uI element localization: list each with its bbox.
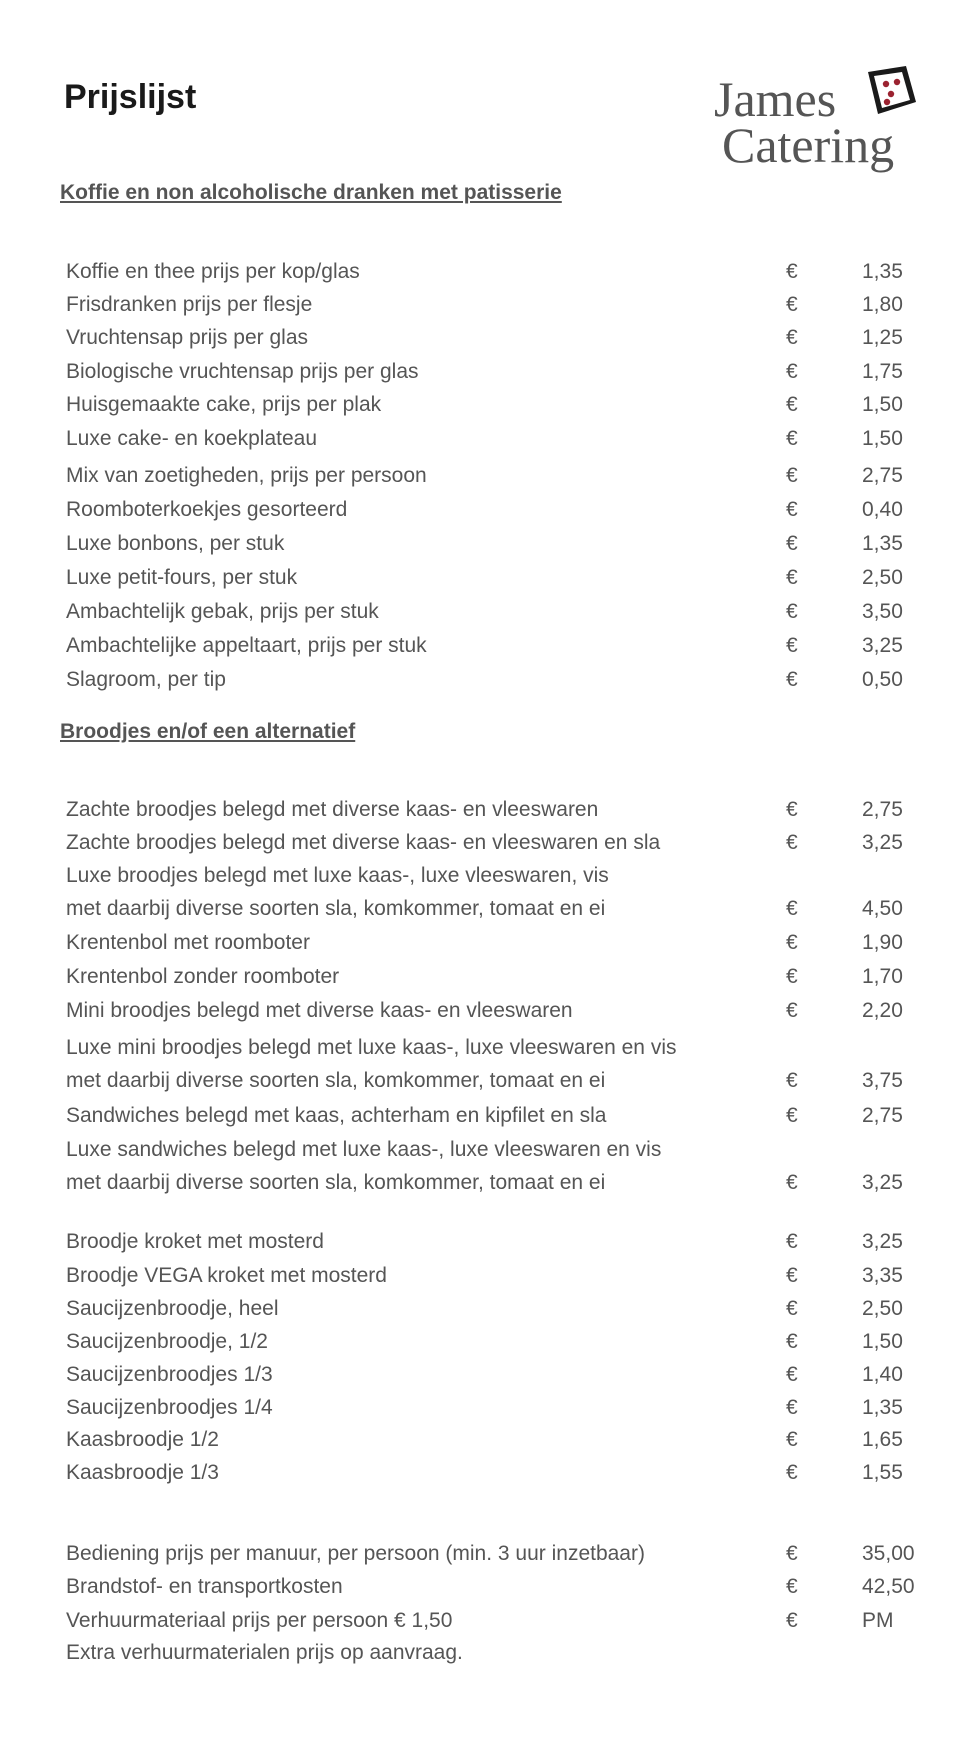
currency-symbol: € bbox=[786, 427, 798, 450]
item-price: 3,50 bbox=[862, 600, 903, 623]
item-label: Bediening prijs per manuur, per persoon (min. 3 uur inzetbaar) bbox=[66, 1542, 645, 1565]
item-label-line2: met daarbij diverse soorten sla, komkommer, tomaat en ei bbox=[66, 1069, 606, 1092]
item-price: 0,50 bbox=[862, 668, 903, 691]
item-price: 1,90 bbox=[862, 931, 903, 954]
price-row bbox=[66, 931, 926, 961]
item-price: 1,50 bbox=[862, 393, 903, 416]
item-label: Kaasbroodje 1/2 bbox=[66, 1428, 219, 1451]
price-row bbox=[66, 1036, 926, 1100]
item-label: Zachte broodjes belegd met diverse kaas- en vleeswaren bbox=[66, 798, 599, 821]
currency-symbol: € bbox=[786, 1230, 798, 1253]
price-row bbox=[66, 999, 926, 1029]
item-label: Luxe mini broodjes belegd met luxe kaas-, luxe vleeswaren en vis bbox=[66, 1036, 677, 1059]
price-row bbox=[66, 498, 926, 528]
currency-symbol: € bbox=[786, 1264, 798, 1287]
currency-symbol: € bbox=[786, 1396, 798, 1419]
item-price: 42,50 bbox=[862, 1575, 915, 1598]
item-price: 1,55 bbox=[862, 1461, 903, 1484]
price-row bbox=[66, 532, 926, 562]
price-row bbox=[66, 1230, 926, 1260]
item-label: Mix van zoetigheden, prijs per persoon bbox=[66, 464, 427, 487]
price-row bbox=[66, 1542, 926, 1572]
item-price: 2,20 bbox=[862, 999, 903, 1022]
currency-symbol: € bbox=[786, 1104, 798, 1127]
currency-symbol: € bbox=[786, 1171, 798, 1194]
currency-symbol: € bbox=[786, 831, 798, 854]
item-price: 1,80 bbox=[862, 293, 903, 316]
currency-symbol: € bbox=[786, 931, 798, 954]
price-row bbox=[66, 864, 926, 928]
price-row bbox=[66, 393, 926, 423]
price-row bbox=[66, 1138, 926, 1202]
currency-symbol: € bbox=[786, 1297, 798, 1320]
price-row bbox=[66, 668, 926, 698]
currency-symbol: € bbox=[786, 532, 798, 555]
currency-symbol: € bbox=[786, 999, 798, 1022]
item-label: Brandstof- en transportkosten bbox=[66, 1575, 343, 1598]
currency-symbol: € bbox=[786, 1575, 798, 1598]
currency-symbol: € bbox=[786, 293, 798, 316]
price-row bbox=[66, 600, 926, 630]
price-row bbox=[66, 634, 926, 664]
currency-symbol: € bbox=[786, 965, 798, 988]
item-label: Saucijzenbroodje, heel bbox=[66, 1297, 279, 1320]
currency-symbol: € bbox=[786, 1428, 798, 1451]
price-row bbox=[66, 798, 926, 828]
currency-symbol: € bbox=[786, 260, 798, 283]
price-row bbox=[66, 1104, 926, 1134]
item-price: 3,75 bbox=[862, 1069, 903, 1092]
currency-symbol: € bbox=[786, 498, 798, 521]
item-label: Broodje kroket met mosterd bbox=[66, 1230, 324, 1253]
price-row bbox=[66, 1428, 926, 1458]
currency-symbol: € bbox=[786, 1330, 798, 1353]
item-price: 2,75 bbox=[862, 464, 903, 487]
item-price: 4,50 bbox=[862, 897, 903, 920]
item-price: 1,35 bbox=[862, 260, 903, 283]
price-row bbox=[66, 427, 926, 457]
item-price: 1,70 bbox=[862, 965, 903, 988]
item-label: Biologische vruchtensap prijs per glas bbox=[66, 360, 419, 383]
section-heading-drinks: Koffie en non alcoholische dranken met patisserie bbox=[60, 181, 562, 204]
currency-symbol: € bbox=[786, 464, 798, 487]
item-price: 1,50 bbox=[862, 427, 903, 450]
item-price: 3,25 bbox=[862, 1171, 903, 1194]
currency-symbol: € bbox=[786, 1363, 798, 1386]
price-row bbox=[66, 1609, 926, 1639]
logo-line-james: James bbox=[714, 71, 837, 127]
price-row bbox=[66, 326, 926, 356]
price-row bbox=[66, 831, 926, 861]
currency-symbol: € bbox=[786, 393, 798, 416]
item-label: Vruchtensap prijs per glas bbox=[66, 326, 309, 349]
currency-symbol: € bbox=[786, 600, 798, 623]
currency-symbol: € bbox=[786, 897, 798, 920]
item-label: Sandwiches belegd met kaas, achterham en kipfilet en sla bbox=[66, 1104, 607, 1127]
item-price: 2,50 bbox=[862, 566, 903, 589]
item-label: Luxe bonbons, per stuk bbox=[66, 532, 285, 555]
price-row bbox=[66, 1396, 926, 1426]
currency-symbol: € bbox=[786, 1069, 798, 1092]
item-label: Verhuurmateriaal prijs per persoon € 1,50 bbox=[66, 1609, 453, 1632]
price-row bbox=[66, 1297, 926, 1327]
item-label: Kaasbroodje 1/3 bbox=[66, 1461, 219, 1484]
page-title: Prijslijst bbox=[64, 78, 197, 116]
logo-dice-icon bbox=[860, 62, 920, 122]
currency-symbol: € bbox=[786, 798, 798, 821]
item-label: Luxe sandwiches belegd met luxe kaas-, luxe vleeswaren en vis bbox=[66, 1138, 662, 1161]
item-price: 2,75 bbox=[862, 1104, 903, 1127]
item-label: Roomboterkoekjes gesorteerd bbox=[66, 498, 348, 521]
item-price: 1,35 bbox=[862, 532, 903, 555]
james-catering-logo bbox=[710, 60, 925, 180]
item-label: Huisgemaakte cake, prijs per plak bbox=[66, 393, 382, 416]
item-price: 1,50 bbox=[862, 1330, 903, 1353]
item-price: 3,25 bbox=[862, 1230, 903, 1253]
item-price: 3,35 bbox=[862, 1264, 903, 1287]
item-label: Ambachtelijk gebak, prijs per stuk bbox=[66, 600, 379, 623]
item-label: Saucijzenbroodjes 1/4 bbox=[66, 1396, 273, 1419]
item-price: 1,65 bbox=[862, 1428, 903, 1451]
item-price: 3,25 bbox=[862, 634, 903, 657]
item-label: Ambachtelijke appeltaart, prijs per stuk bbox=[66, 634, 427, 657]
logo-line-catering: Catering bbox=[722, 117, 895, 173]
price-row bbox=[66, 566, 926, 596]
price-row bbox=[66, 1461, 926, 1491]
price-row bbox=[66, 464, 926, 494]
item-label: Saucijzenbroodjes 1/3 bbox=[66, 1363, 273, 1386]
price-row bbox=[66, 1575, 926, 1605]
item-label: Luxe broodjes belegd met luxe kaas-, luxe vleeswaren, vis bbox=[66, 864, 609, 887]
item-price: 1,25 bbox=[862, 326, 903, 349]
item-label: Zachte broodjes belegd met diverse kaas- en vleeswaren en sla bbox=[66, 831, 661, 854]
item-label: Luxe cake- en koekplateau bbox=[66, 427, 318, 450]
item-price: 1,75 bbox=[862, 360, 903, 383]
currency-symbol: € bbox=[786, 1542, 798, 1565]
price-row bbox=[66, 260, 926, 290]
price-row bbox=[66, 1264, 926, 1294]
section-heading-sandwiches: Broodjes en/of een alternatief bbox=[60, 720, 356, 743]
item-price: 0,40 bbox=[862, 498, 903, 521]
item-price: 2,50 bbox=[862, 1297, 903, 1320]
item-label: Broodje VEGA kroket met mosterd bbox=[66, 1264, 387, 1287]
price-row bbox=[66, 293, 926, 323]
price-row bbox=[66, 360, 926, 390]
currency-symbol: € bbox=[786, 1461, 798, 1484]
currency-symbol: € bbox=[786, 566, 798, 589]
item-label: Luxe petit-fours, per stuk bbox=[66, 566, 298, 589]
item-price: 2,75 bbox=[862, 798, 903, 821]
item-label: Mini broodjes belegd met diverse kaas- en vleeswaren bbox=[66, 999, 573, 1022]
item-label: Krentenbol zonder roomboter bbox=[66, 965, 340, 988]
footnote: Extra verhuurmaterialen prijs op aanvraag. bbox=[66, 1641, 463, 1664]
item-label: Krentenbol met roomboter bbox=[66, 931, 310, 954]
item-price: 35,00 bbox=[862, 1542, 915, 1565]
item-price: PM bbox=[862, 1609, 894, 1632]
currency-symbol: € bbox=[786, 668, 798, 691]
item-label: Saucijzenbroodje, 1/2 bbox=[66, 1330, 268, 1353]
price-row bbox=[66, 1363, 926, 1393]
item-price: 1,40 bbox=[862, 1363, 903, 1386]
price-row bbox=[66, 965, 926, 995]
item-label-line2: met daarbij diverse soorten sla, komkommer, tomaat en ei bbox=[66, 897, 606, 920]
item-label-line2: met daarbij diverse soorten sla, komkommer, tomaat en ei bbox=[66, 1171, 606, 1194]
item-label: Frisdranken prijs per flesje bbox=[66, 293, 313, 316]
currency-symbol: € bbox=[786, 326, 798, 349]
item-price: 3,25 bbox=[862, 831, 903, 854]
item-label: Slagroom, per tip bbox=[66, 668, 226, 691]
item-price: 1,35 bbox=[862, 1396, 903, 1419]
price-row bbox=[66, 1330, 926, 1360]
currency-symbol: € bbox=[786, 360, 798, 383]
currency-symbol: € bbox=[786, 1609, 798, 1632]
currency-symbol: € bbox=[786, 634, 798, 657]
item-label: Koffie en thee prijs per kop/glas bbox=[66, 260, 360, 283]
